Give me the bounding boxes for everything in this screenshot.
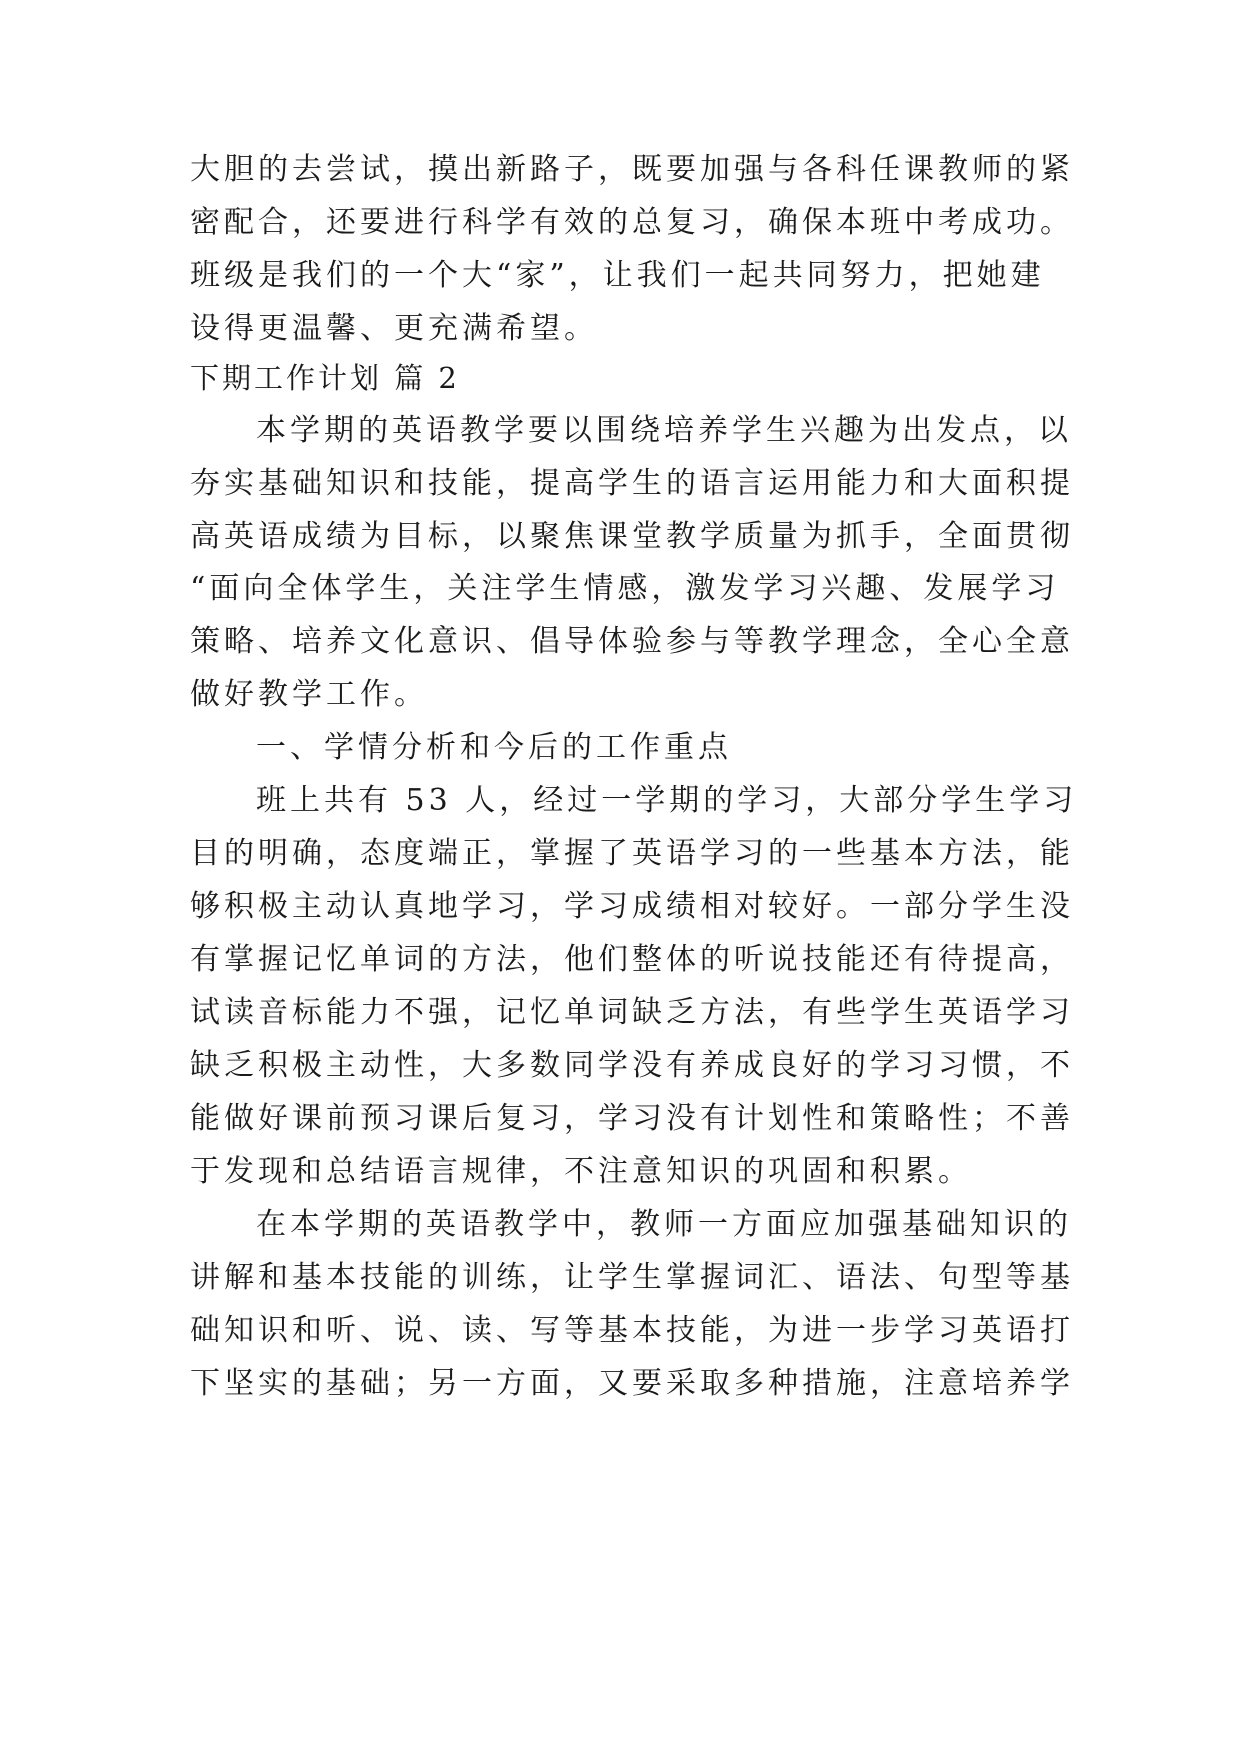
- text-line: 策略、培养文化意识、倡导体验参与等教学理念，全心全意: [190, 624, 1074, 659]
- text-line: 能做好课前预习课后复习，学习没有计划性和策略性；不善: [190, 1101, 1074, 1136]
- text-line: 做好教学工作。: [190, 677, 428, 712]
- text-line: 础知识和听、说、读、写等基本技能，为进一步学习英语打: [190, 1313, 1074, 1348]
- text-line: 大胆的去尝试，摸出新路子，既要加强与各科任课教师的紧: [190, 152, 1074, 187]
- text-line: “面向全体学生，关注学生情感，激发学习兴趣、发展学习: [190, 571, 1060, 606]
- text-line: 有掌握记忆单词的方法，他们整体的听说技能还有待提高，: [190, 942, 1074, 977]
- text-line: 试读音标能力不强，记忆单词缺乏方法，有些学生英语学习: [190, 995, 1074, 1030]
- paragraph-first-line: 班上共有 53 人，经过一学期的学习，大部分学生学习: [256, 783, 1078, 818]
- text-line: 讲解和基本技能的训练，让学生掌握词汇、语法、句型等基: [190, 1260, 1074, 1295]
- text-line: 缺乏积极主动性，大多数同学没有养成良好的学习习惯，不: [190, 1048, 1074, 1083]
- text-line: 于发现和总结语言规律，不注意知识的巩固和积累。: [190, 1154, 972, 1189]
- paragraph-first-line: 本学期的英语教学要以围绕培养学生兴趣为出发点，以: [256, 413, 1072, 448]
- text-line: 密配合，还要进行科学有效的总复习，确保本班中考成功。: [190, 205, 1074, 240]
- paragraph-first-line: 在本学期的英语教学中，教师一方面应加强基础知识的: [256, 1207, 1072, 1242]
- text-line: 设得更温馨、更充满希望。: [190, 311, 598, 346]
- text-line: 目的明确，态度端正，掌握了英语学习的一些基本方法，能: [190, 836, 1074, 871]
- text-line: 高英语成绩为目标，以聚焦课堂教学质量为抓手，全面贯彻: [190, 519, 1074, 554]
- section-heading: 下期工作计划 篇 2: [190, 361, 460, 395]
- subsection-heading: 一、学情分析和今后的工作重点: [256, 730, 732, 765]
- text-line: 下坚实的基础；另一方面，又要采取多种措施，注意培养学: [190, 1366, 1074, 1401]
- text-line: 夯实基础知识和技能，提高学生的语言运用能力和大面积提: [190, 466, 1074, 501]
- text-line: 班级是我们的一个大“家”，让我们一起共同努力，把她建: [190, 258, 1045, 293]
- text-line: 够积极主动认真地学习，学习成绩相对较好。一部分学生没: [190, 889, 1074, 924]
